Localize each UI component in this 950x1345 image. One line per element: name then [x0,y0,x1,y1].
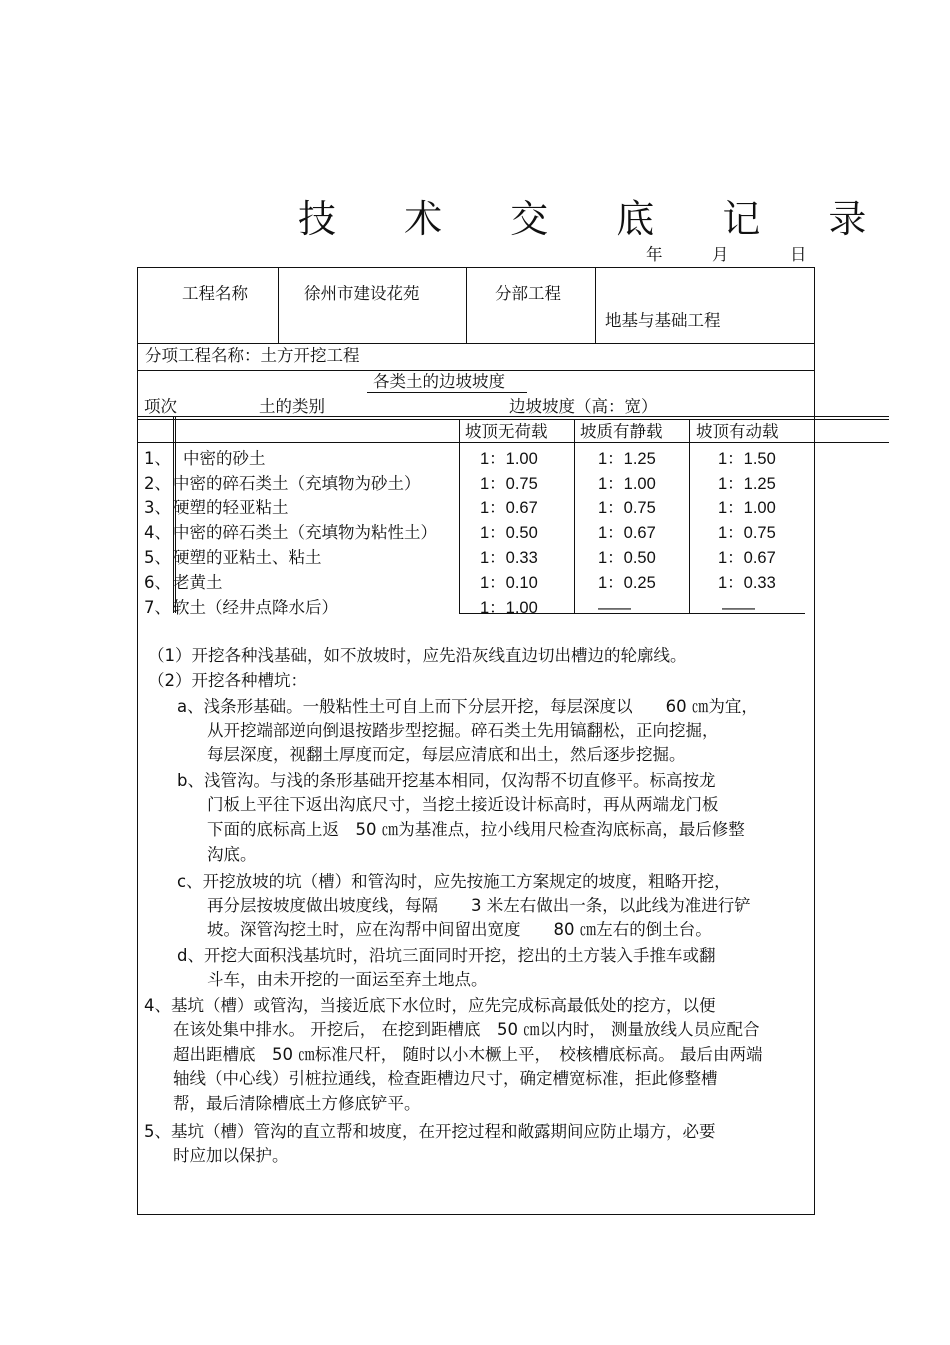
row-slope-no-load: 1：0.10 [480,574,538,592]
row-number: 7、 [144,598,171,617]
subcol-no-load: 坡顶无荷载 [465,422,548,441]
header-col-line-3 [595,267,596,343]
row-slope-static-load: 1：0.67 [598,524,656,542]
row-slope-static-load: 1：0.25 [598,574,656,592]
body-line: d、开挖大面积浅基坑时，沿坑三面同时开挖，挖出的土方装入手推车或翻 [177,946,716,965]
row-soil-type: 中密的砂土 [183,449,266,468]
row-soil-type: 软土（经井点降水后） [173,598,338,617]
row-slope-static-load: 1：1.25 [598,450,656,468]
date-year-label: 年 [646,245,663,264]
division-label: 分部工程 [495,284,561,303]
row-slope-static-load: —— [598,599,631,617]
body-line: 坡。深管沟挖土时，应在沟帮中间留出宽度 80 ㎝左右的倒土台。 [207,920,712,939]
body-line: 再分层按坡度做出坡度线，每隔 3 米左右做出一条，以此线为准进行铲 [207,896,751,915]
body-line: 时应加以保护。 [173,1146,289,1165]
row-slope-no-load: 1：0.67 [480,499,538,517]
row-slope-static-load: 1：1.00 [598,475,656,493]
row-number: 6、 [144,573,171,592]
row-soil-type: 硬塑的亚粘土、粘土 [173,548,322,567]
caption-underline [367,392,527,393]
row-slope-dynamic-load: 1：1.25 [718,475,776,493]
body-line: 下面的底标高上返 50 ㎝为基准点，拉小线用尺检查沟底标高，最后修整 [207,820,745,839]
row-slope-no-load: 1：1.00 [480,450,538,468]
row-slope-no-load: 1：0.50 [480,524,538,542]
row-slope-no-load: 1：0.33 [480,549,538,567]
body-line: c、开挖放坡的坑（槽）和管沟时，应先按施工方案规定的坡度，粗略开挖， [177,872,731,891]
row-slope-no-load: 1：0.75 [480,475,538,493]
subcol-dynamic-load: 坡顶有动载 [696,422,779,441]
body-line: b、浅管沟。与浅的条形基础开挖基本相同，仅沟帮不切直修平。标高按龙 [177,771,716,790]
row-number: 1、 [144,449,171,468]
row-slope-dynamic-load: 1：1.50 [718,450,776,468]
row-slope-dynamic-load: 1：1.00 [718,499,776,517]
row-number: 4、 [144,523,171,542]
table-rule-sub [137,442,889,443]
body-line: 帮，最后清除槽底土方修底铲平。 [173,1094,421,1113]
table-col-line-v3 [689,419,690,613]
row-soil-type: 老黄土 [173,573,223,592]
row-slope-dynamic-load: 1：0.67 [718,549,776,567]
body-line: 轴线（中心线）引桩拉通线，检查距槽边尺寸，确定槽宽标准，拒此修整槽 [173,1069,718,1088]
body-line: 沟底。 [207,845,257,864]
row-soil-type: 硬塑的轻亚粘土 [173,498,289,517]
body-line: a、浅条形基础。一般粘性土可自上而下分层开挖，每层深度以 60 ㎝为宜， [177,697,758,716]
col-slope-header: 边坡坡度（高：宽） [509,397,658,416]
header-col-line-1 [278,267,279,343]
table-rule-top-2 [137,419,889,420]
body-line: 每层深度，视翻土厚度而定，每层应清底和出土，然后逐步挖掘。 [207,745,686,764]
col-type-header: 土的类别 [259,397,325,416]
header-divider [137,343,814,344]
body-line: 超出距槽底 50 ㎝标准尺杆， 随时以小木橛上平， 校核槽底标高。 最后由两端 [173,1045,763,1064]
subitem-divider [137,370,814,371]
body-line: 4、基坑（槽）或管沟，当接近底下水位时，应先完成标高最低处的挖方，以便 [144,996,716,1015]
project-name-label: 工程名称 [182,284,248,303]
date-day-label: 日 [790,245,807,264]
row-slope-static-load: 1：0.75 [598,499,656,517]
body-line: （2）开挖各种槽坑： [148,671,307,690]
row-slope-static-load: 1：0.50 [598,549,656,567]
body-line: 在该处集中排水。 开挖后， 在挖到距槽底 50 ㎝以内时， 测量放线人员应配合 [173,1020,760,1039]
division-value: 地基与基础工程 [605,311,721,330]
row-slope-no-load: 1：1.00 [480,599,538,617]
row-soil-type: 中密的碎石类土（充填物为粘性土） [173,523,437,542]
header-col-line-2 [466,267,467,343]
project-name-value: 徐州市建设花苑 [304,284,420,303]
body-line: 门板上平往下返出沟底尺寸，当挖土接近设计标高时，再从两端龙门板 [207,795,719,814]
date-month-label: 月 [712,245,729,264]
row-slope-dynamic-load: 1：0.75 [718,524,776,542]
row-soil-type: 中密的碎石类土（充填物为砂土） [173,474,421,493]
row-number: 5、 [144,548,171,567]
table-col-line-v2 [574,419,575,613]
body-line: 从开挖端部逆向倒退按踏步型挖掘。碎石类土先用镐翻松，正向挖掘， [207,721,719,740]
row-slope-dynamic-load: 1：0.33 [718,574,776,592]
row-number: 3、 [144,498,171,517]
subitem-name: 分项工程名称：土方开挖工程 [145,346,360,365]
row-slope-dynamic-load: —— [722,599,755,617]
table-col-line-v1 [459,419,460,613]
slope-table-caption: 各类土的边坡坡度 [373,372,505,391]
col-item-header: 项次 [144,397,177,416]
subcol-static-load: 坡质有静载 [580,422,663,441]
body-line: 斗车，由未开挖的一面运至弃土地点。 [207,970,488,989]
document-title: 技 术 交 底 记 录 [298,197,895,241]
row-number: 2、 [144,474,171,493]
body-line: （1）开挖各种浅基础，如不放坡时，应先沿灰线直边切出槽边的轮廓线。 [148,646,687,665]
body-line: 5、基坑（槽）管沟的直立帮和坡度，在开挖过程和敞露期间应防止塌方，必要 [144,1122,716,1141]
table-rule-top [137,416,889,417]
